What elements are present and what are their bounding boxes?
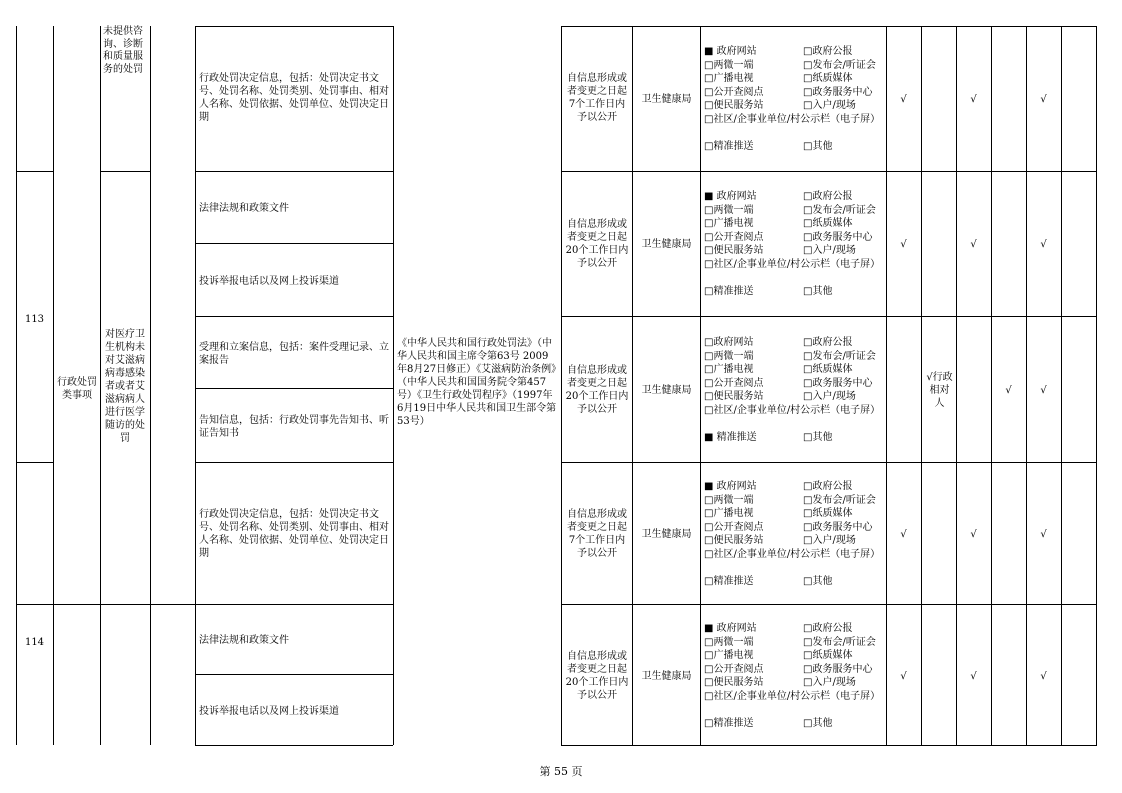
col-line bbox=[921, 26, 922, 745]
check-mark: √ bbox=[970, 94, 977, 105]
col-line bbox=[195, 26, 196, 745]
channel-list bbox=[704, 336, 884, 456]
channel-option: □入户/现场 bbox=[803, 100, 856, 111]
category-cell: 行政处罚类事项 bbox=[57, 377, 97, 401]
row-line bbox=[561, 462, 1097, 463]
channel-option: □政务服务中心 bbox=[803, 521, 873, 533]
channel-option: □社区/企事业单位/村公示栏（电子屏） bbox=[704, 113, 881, 125]
col-line bbox=[700, 26, 701, 745]
time-limit-cell: 自信息形成或者变更之日起20个工作日内予以公开 bbox=[565, 651, 629, 701]
check-mark: √ bbox=[900, 94, 907, 105]
channel-option: □便民服务站 bbox=[704, 677, 764, 688]
channel-option: □广播电视 bbox=[704, 364, 754, 375]
channel-option: □精准推送 bbox=[704, 575, 754, 587]
channel-option: □政务服务中心 bbox=[803, 663, 873, 675]
channel-option: ■ 精准推送 bbox=[704, 431, 757, 443]
channel-option: □其他 bbox=[803, 431, 833, 443]
channel-option: □两微一端 bbox=[704, 636, 754, 648]
check-mark: √ bbox=[1040, 94, 1047, 105]
check-mark: √ bbox=[1040, 385, 1047, 396]
channel-option: □精准推送 bbox=[704, 285, 754, 297]
check-mark: √ bbox=[970, 671, 977, 682]
channel-option: □两微一端 bbox=[704, 59, 754, 71]
department-cell: 卫生健康局 bbox=[641, 385, 692, 396]
channel-option: □社区/企事业单位/村公示栏（电子屏） bbox=[704, 690, 881, 702]
row-line bbox=[16, 604, 393, 605]
department-cell: 卫生健康局 bbox=[641, 239, 692, 250]
content-cell-text: 告知信息，包括：行政处罚事先告知书、听证告知书 bbox=[199, 415, 389, 439]
row-line bbox=[561, 26, 1097, 27]
col-line bbox=[100, 26, 101, 745]
channel-option: □社区/企事业单位/村公示栏（电子屏） bbox=[704, 548, 881, 560]
channel-option: ■ 政府网站 bbox=[704, 481, 757, 492]
check-mark: √ bbox=[1040, 529, 1047, 540]
channel-list bbox=[704, 480, 884, 600]
item-number: 113 bbox=[24, 314, 45, 325]
row-line bbox=[561, 604, 1097, 605]
channel-option: □两微一端 bbox=[704, 494, 754, 506]
channel-option: □便民服务站 bbox=[704, 391, 764, 402]
row-line bbox=[195, 316, 393, 317]
time-limit-cell: 自信息形成或者变更之日起7个工作日内予以公开 bbox=[567, 509, 627, 559]
content-cell-text: 行政处罚决定信息，包括：处罚决定书文号、处罚名称、处罚类别、处罚事由、相对人名称、处罚依据、处罚单位、处罚决定日期 bbox=[199, 73, 389, 123]
channel-option: □公开查阅点 bbox=[704, 377, 764, 389]
content-cell-text: 法律法规和政策文件 bbox=[199, 203, 289, 214]
check-mark: √ bbox=[1040, 671, 1047, 682]
channel-list bbox=[704, 190, 884, 310]
col-line bbox=[1061, 26, 1062, 745]
item-number: 114 bbox=[24, 637, 45, 648]
row-line bbox=[195, 745, 393, 746]
check-mark: √ bbox=[970, 239, 977, 250]
channel-option: □公开查阅点 bbox=[704, 86, 764, 98]
page-number: 第 55 页 bbox=[539, 765, 583, 778]
row-line bbox=[561, 745, 1097, 746]
channel-option: □便民服务站 bbox=[704, 535, 764, 546]
basis-cell: 《中华人民共和国行政处罚法》（中华人民共和国主席令第63号 2009年8月27日修正）《艾滋病防治条例》（中华人民共和国国务院令第457号）《卫生行政处罚程序》（1997年6月19日中华人民共和国卫生部令第53号） bbox=[397, 338, 557, 427]
time-limit-cell: 自信息形成或者变更之日起20个工作日内予以公开 bbox=[565, 365, 629, 415]
check-mark: √ bbox=[970, 529, 977, 540]
content-cell-text: 受理和立案信息，包括：案件受理记录、立案报告 bbox=[199, 342, 389, 366]
channel-option: □入户/现场 bbox=[803, 535, 856, 546]
channel-option: □政府公报 bbox=[803, 623, 853, 634]
check-mark: √ bbox=[1005, 385, 1012, 396]
target-mark: √行政相对人 bbox=[926, 372, 953, 409]
content-cell-text: 投诉举报电话以及网上投诉渠道 bbox=[199, 706, 339, 717]
subcategory-cell: 对医疗卫生机构未对艾滋病病毒感染者或者艾滋病病人进行医学随访的处罚 bbox=[105, 329, 145, 444]
content-cell-text: 投诉举报电话以及网上投诉渠道 bbox=[199, 276, 339, 287]
row-line bbox=[195, 462, 393, 463]
channel-option: □政务服务中心 bbox=[803, 86, 873, 98]
channel-option: □政务服务中心 bbox=[803, 231, 873, 243]
channel-option: □政府公报 bbox=[803, 481, 853, 492]
col-line bbox=[150, 26, 151, 745]
channel-option: □公开查阅点 bbox=[704, 231, 764, 243]
channel-option: □纸质媒体 bbox=[803, 650, 853, 661]
col-line bbox=[53, 26, 54, 745]
channel-option: □广播电视 bbox=[704, 218, 754, 229]
channel-option: □社区/企事业单位/村公示栏（电子屏） bbox=[704, 404, 881, 416]
channel-option: □纸质媒体 bbox=[803, 73, 853, 84]
channel-option: □两微一端 bbox=[704, 204, 754, 216]
channel-option: □政府公报 bbox=[803, 337, 853, 348]
channel-option: □政府网站 bbox=[704, 337, 754, 348]
channel-option: □政府公报 bbox=[803, 191, 853, 202]
channel-option: □政府公报 bbox=[803, 46, 853, 57]
channel-option: □纸质媒体 bbox=[803, 218, 853, 229]
channel-option: □发布会/听证会 bbox=[803, 494, 876, 506]
time-limit-cell: 自信息形成或者变更之日起20个工作日内予以公开 bbox=[565, 219, 629, 269]
check-mark: √ bbox=[900, 239, 907, 250]
channel-option: □发布会/听证会 bbox=[803, 204, 876, 216]
channel-option: □发布会/听证会 bbox=[803, 350, 876, 362]
row-line bbox=[561, 316, 1097, 317]
row-line bbox=[195, 243, 393, 244]
channel-option: □其他 bbox=[803, 717, 833, 729]
channel-option: □发布会/听证会 bbox=[803, 59, 876, 71]
department-cell: 卫生健康局 bbox=[641, 529, 692, 540]
channel-option: □社区/企事业单位/村公示栏（电子屏） bbox=[704, 258, 881, 270]
content-cell-text: 行政处罚决定信息，包括：处罚决定书文号、处罚名称、处罚类别、处罚事由、相对人名称、处罚依据、处罚单位、处罚决定日期 bbox=[199, 509, 389, 559]
check-mark: √ bbox=[900, 671, 907, 682]
channel-option: □两微一端 bbox=[704, 350, 754, 362]
check-mark: √ bbox=[1040, 239, 1047, 250]
channel-option: □入户/现场 bbox=[803, 677, 856, 688]
department-cell: 卫生健康局 bbox=[641, 94, 692, 105]
channel-option: □入户/现场 bbox=[803, 245, 856, 256]
channel-option: □便民服务站 bbox=[704, 245, 764, 256]
row-line bbox=[100, 171, 150, 172]
col-line bbox=[886, 26, 887, 745]
row-line bbox=[16, 462, 53, 463]
channel-option: ■ 政府网站 bbox=[704, 191, 757, 202]
col-line bbox=[956, 26, 957, 745]
channel-option: □精准推送 bbox=[704, 717, 754, 729]
channel-option: □其他 bbox=[803, 575, 833, 587]
channel-option: □公开查阅点 bbox=[704, 663, 764, 675]
channel-option: □发布会/听证会 bbox=[803, 636, 876, 648]
channel-option: □广播电视 bbox=[704, 73, 754, 84]
time-limit-cell: 自信息形成或者变更之日起7个工作日内予以公开 bbox=[567, 73, 627, 123]
check-mark: √ bbox=[900, 529, 907, 540]
col-line bbox=[393, 26, 394, 745]
row-line bbox=[195, 388, 393, 389]
channel-option: ■ 政府网站 bbox=[704, 46, 757, 57]
row-line bbox=[195, 171, 393, 172]
channel-option: ■ 政府网站 bbox=[704, 623, 757, 634]
channel-option: □纸质媒体 bbox=[803, 364, 853, 375]
row-line bbox=[195, 674, 393, 675]
channel-option: □广播电视 bbox=[704, 650, 754, 661]
channel-option: □其他 bbox=[803, 140, 833, 152]
channel-list bbox=[704, 45, 884, 165]
channel-option: □精准推送 bbox=[704, 140, 754, 152]
channel-list bbox=[704, 622, 884, 742]
col-line bbox=[1096, 26, 1097, 745]
row-line bbox=[195, 26, 393, 27]
channel-option: □政务服务中心 bbox=[803, 377, 873, 389]
category-cell-text: 未提供咨询、诊断和质量服务的处罚 bbox=[103, 26, 143, 75]
channel-option: □入户/现场 bbox=[803, 391, 856, 402]
channel-option: □便民服务站 bbox=[704, 100, 764, 111]
department-cell: 卫生健康局 bbox=[641, 671, 692, 682]
row-line bbox=[16, 171, 53, 172]
channel-option: □公开查阅点 bbox=[704, 521, 764, 533]
channel-option: □其他 bbox=[803, 285, 833, 297]
row-line bbox=[561, 171, 1097, 172]
channel-option: □广播电视 bbox=[704, 508, 754, 519]
col-line bbox=[561, 26, 562, 745]
content-cell-text: 法律法规和政策文件 bbox=[199, 635, 289, 646]
channel-option: □纸质媒体 bbox=[803, 508, 853, 519]
